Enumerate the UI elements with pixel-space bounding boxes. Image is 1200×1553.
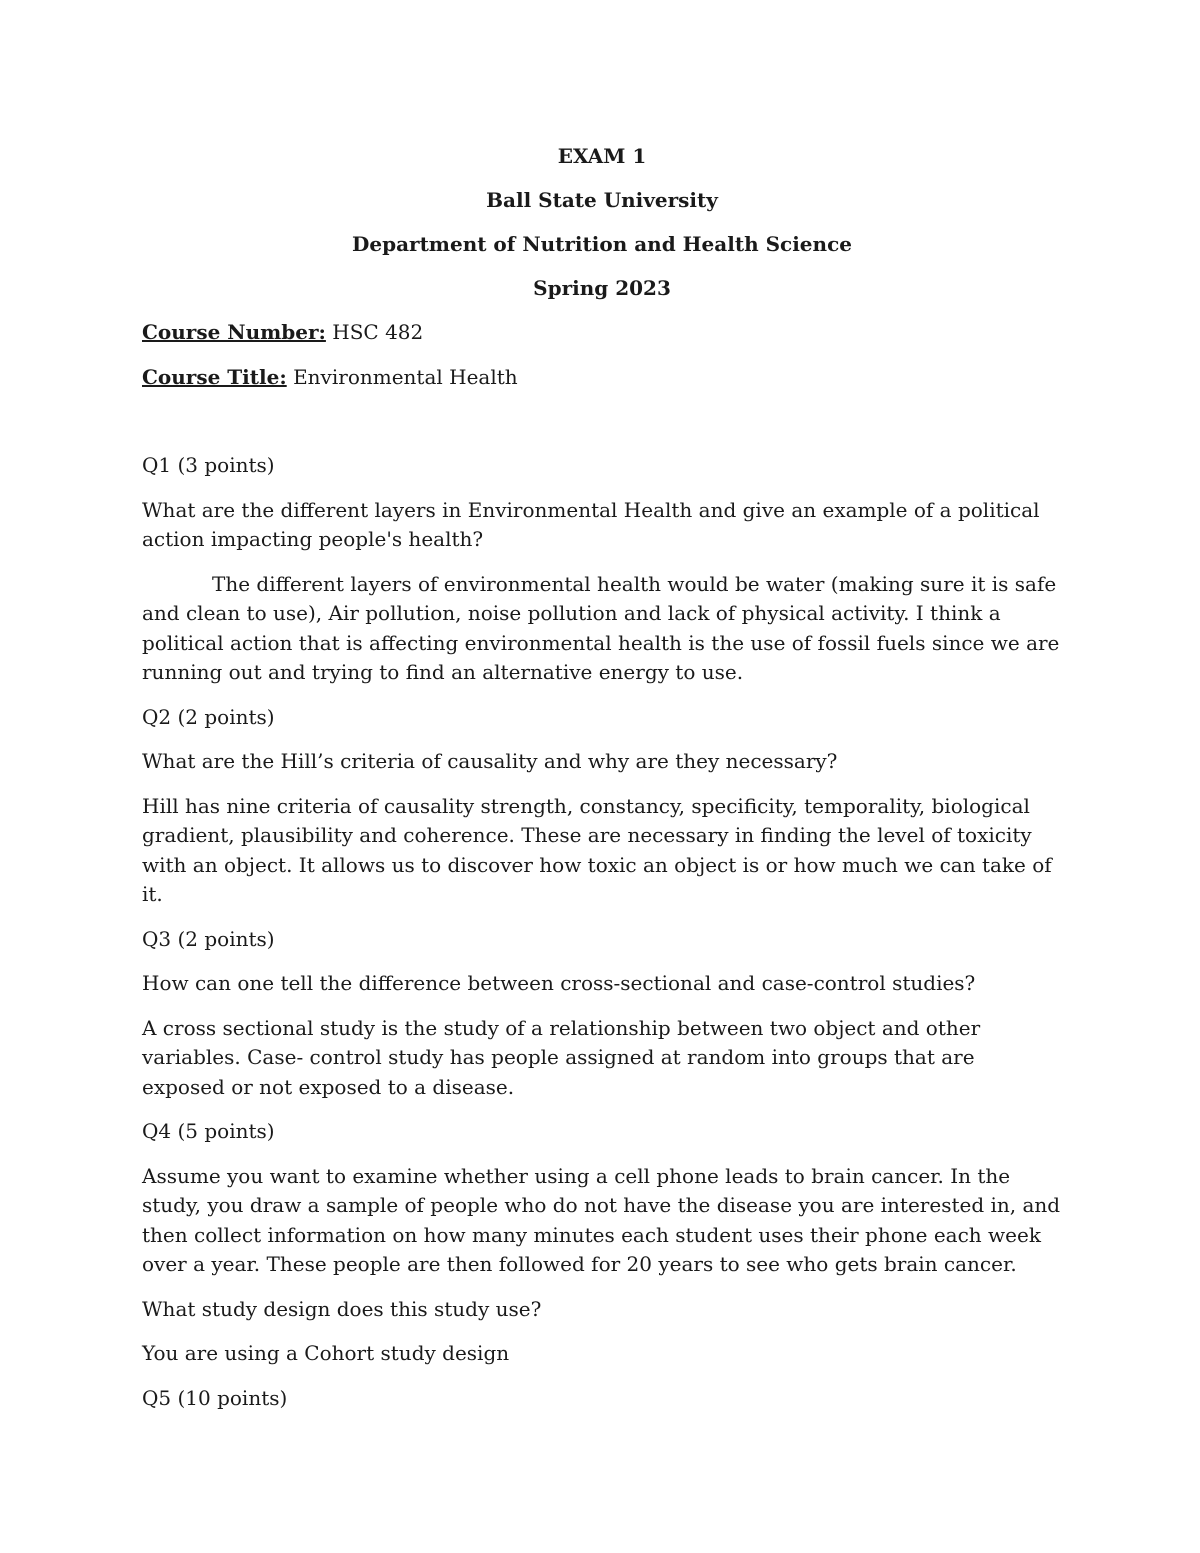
q1-answer: The different layers of environmental health would be water (making sure it is safe and clean to use), Air pollution, noise pollution and lack of physical activity. I think a political action that is affecting environmental health is the use of fossil fuels since we are running out and trying to find an alternative energy to use. bbox=[142, 571, 1060, 684]
q4-answer: You are using a Cohort study design bbox=[142, 1341, 510, 1365]
course-title-field bbox=[142, 363, 1062, 393]
course-number-label: Course Number: bbox=[142, 320, 326, 344]
spacer bbox=[142, 407, 1062, 451]
q1-heading: Q1 (3 points) bbox=[142, 453, 275, 477]
course-title-value: Environmental Health bbox=[286, 364, 518, 389]
q2-answer: Hill has nine criteria of causality strength, constancy, specificity, temporality, biological gradient, plausibility and coherence. These are necessary in finding the level of toxicity with an object. It allows us to discover how toxic an object is or how much we can take of it. bbox=[142, 793, 1052, 906]
q4-prompt: Assume you want to examine whether using a cell phone leads to brain cancer. In the study, you draw a sample of people who do not have the disease you are interested in, and then collect information on how many minutes each student uses their phone each week over a year. These people are then followed for 20 years to see who gets brain cancer. bbox=[142, 1163, 1061, 1276]
exam-title: EXAM 1 bbox=[557, 144, 647, 168]
document-body bbox=[142, 142, 1062, 1428]
q2-heading: Q2 (2 points) bbox=[142, 704, 275, 729]
university-name: Ball State University bbox=[486, 188, 718, 212]
q3-heading: Q3 (2 points) bbox=[142, 926, 275, 951]
q4-subprompt: What study design does this study use? bbox=[142, 1296, 542, 1321]
q5-heading: Q5 (10 points) bbox=[142, 1385, 288, 1410]
q4-heading: Q4 (5 points) bbox=[142, 1119, 275, 1143]
course-number-field bbox=[142, 318, 1062, 348]
course-number-value: HSC 482 bbox=[325, 320, 424, 344]
q2-prompt: What are the Hill’s criteria of causality and why are they necessary? bbox=[142, 749, 838, 773]
department-name: Department of Nutrition and Health Science bbox=[352, 232, 852, 256]
course-title-label: Course Title: bbox=[142, 364, 287, 389]
q3-answer: A cross sectional study is the study of a relationship between two object and other variables. Case- control study has people assigned at random into groups that are exposed or not exposed to a disease. bbox=[142, 1015, 981, 1099]
q3-prompt: How can one tell the difference between cross-sectional and case-control studies? bbox=[142, 971, 976, 995]
q1-prompt: What are the different layers in Environmental Health and give an example of a political action impacting people's health? bbox=[142, 497, 1040, 551]
term: Spring 2023 bbox=[533, 276, 671, 300]
